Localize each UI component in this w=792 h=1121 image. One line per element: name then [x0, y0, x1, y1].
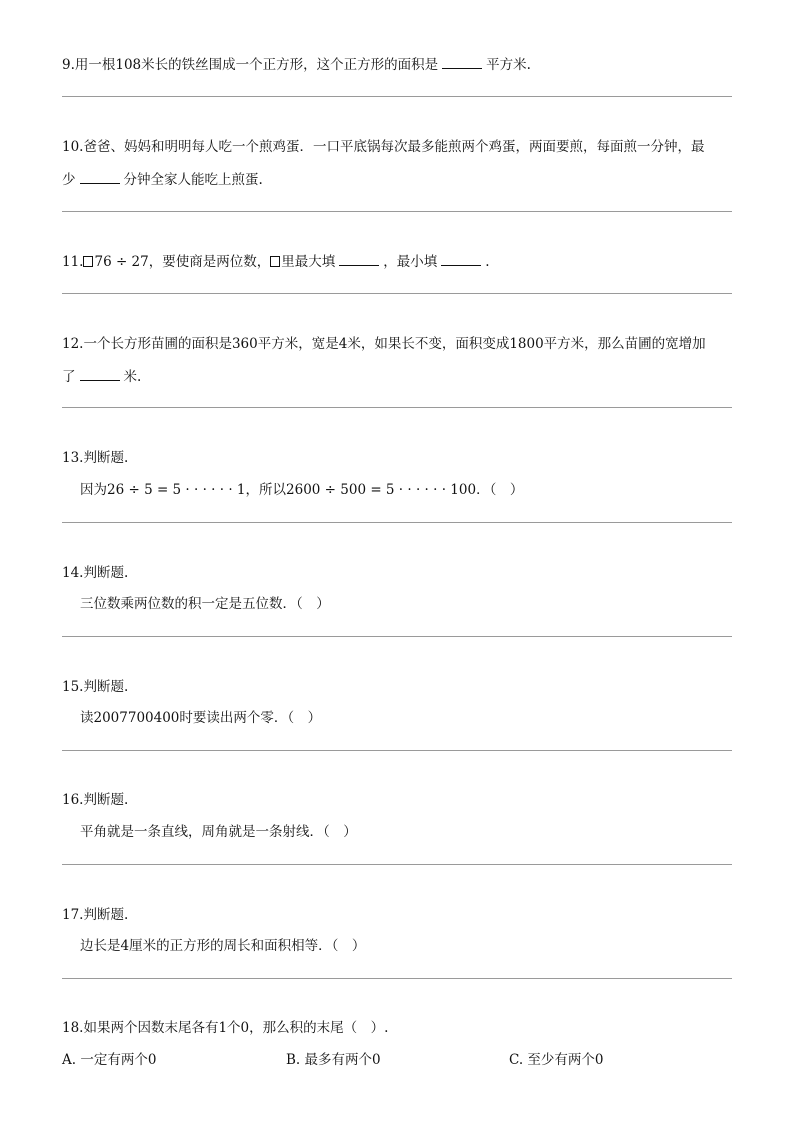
question-9-unit: 平方米. [486, 57, 531, 73]
question-12-pre: 了 [62, 369, 76, 385]
question-9-text: 9.用一根108米长的铁丝围成一个正方形，这个正方形的面积是 [62, 57, 439, 73]
question-12-post: 米. [123, 369, 142, 385]
digit-box-icon [270, 256, 280, 267]
question-12-line2 [62, 367, 732, 387]
option-a[interactable]: A. 一定有两个0 [62, 1052, 157, 1068]
question-11-expr: 76 ÷ 27，要使商是两位数， [94, 254, 271, 270]
question-11-mid2: ，最小填 [383, 254, 438, 270]
answer-blank-min[interactable] [441, 253, 481, 266]
divider [62, 211, 732, 212]
question-14-head: 14.判断题. [62, 565, 129, 581]
question-17-body: 边长是4厘米的正方形的周长和面积相等．（ ） [80, 938, 366, 954]
option-b[interactable]: B. 最多有两个0 [286, 1052, 381, 1068]
question-16-body: 平角就是一条直线，周角就是一条射线．（ ） [80, 824, 357, 840]
question-12-line1: 12.一个长方形苗圃的面积是360平方米，宽是4米，如果长不变，面积变成1800平方米，那么苗圃的宽增加 [62, 336, 706, 352]
divider [62, 978, 732, 979]
answer-blank[interactable] [442, 56, 482, 69]
question-13-body: 因为26 ÷ 5 = 5 · · · · · · 1，所以2600 ÷ 500 = 5 · · · · · · 100．（ ） [80, 482, 524, 498]
answer-blank[interactable] [80, 171, 120, 184]
divider [62, 522, 732, 523]
question-9 [62, 55, 732, 75]
option-c[interactable]: C. 至少有两个0 [509, 1052, 604, 1068]
divider [62, 636, 732, 637]
question-18-stem: 18.如果两个因数末尾各有1个0，那么积的末尾（ ）. [62, 1020, 389, 1036]
question-11 [62, 252, 732, 272]
digit-box-icon [83, 256, 93, 267]
question-15-head: 15.判断题. [62, 679, 129, 695]
divider [62, 864, 732, 865]
question-11-post: . [485, 254, 490, 270]
question-16-head: 16.判断题. [62, 792, 129, 808]
question-11-mid: 里最大填 [281, 254, 336, 270]
divider [62, 750, 732, 751]
question-14-body: 三位数乘两位数的积一定是五位数．（ ） [80, 596, 330, 612]
question-10-pre: 少 [62, 172, 76, 188]
question-17-head: 17.判断题. [62, 907, 129, 923]
divider [62, 407, 732, 408]
question-10-line2 [62, 170, 732, 190]
question-15-body: 读2007700400时要读出两个零．（ ） [80, 710, 322, 726]
question-10-line1: 10.爸爸、妈妈和明明每人吃一个煎鸡蛋．一口平底锅每次最多能煎两个鸡蛋，两面要煎，每面煎一分钟，最 [62, 139, 705, 155]
divider [62, 96, 732, 97]
divider [62, 293, 732, 294]
question-13-head: 13.判断题. [62, 450, 129, 466]
answer-blank-max[interactable] [339, 253, 379, 266]
answer-blank[interactable] [80, 368, 120, 381]
question-10-post: 分钟全家人能吃上煎蛋. [123, 172, 263, 188]
question-11-number: 11. [62, 254, 84, 270]
